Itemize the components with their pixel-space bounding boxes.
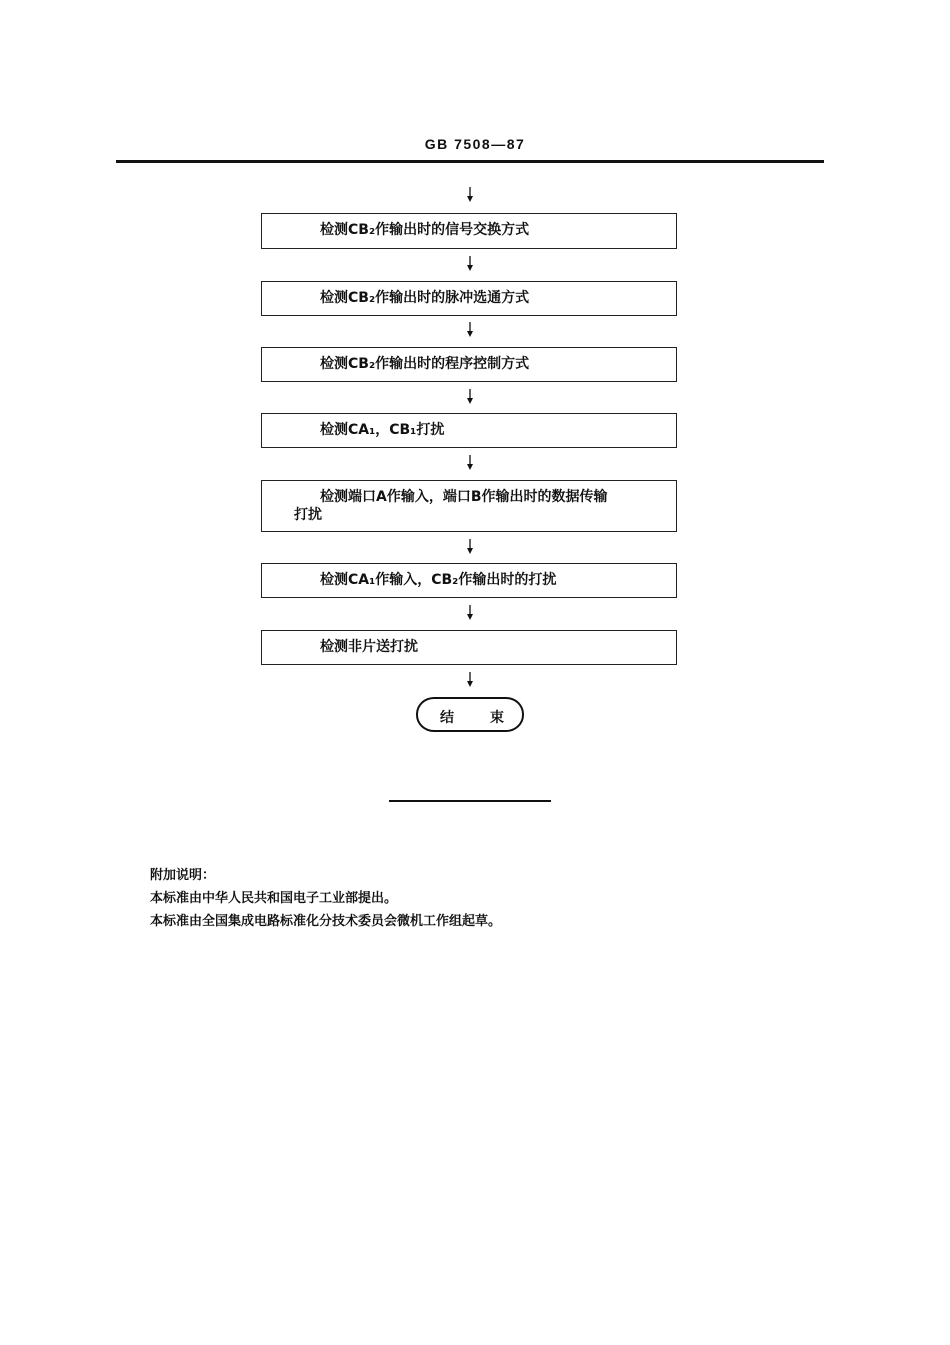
end-label-left: 结 <box>440 710 454 726</box>
section-divider <box>389 800 551 802</box>
flow-step-box <box>261 563 677 598</box>
flow-step-box <box>261 347 677 382</box>
notes-line: 本标准由中华人民共和国电子工业部提出。 <box>150 891 398 906</box>
flow-step-box <box>261 281 677 316</box>
flow-arrow-icon <box>464 605 476 621</box>
header-rule <box>116 160 824 163</box>
flow-arrow-icon <box>464 672 476 688</box>
notes-heading: 附加说明： <box>150 868 216 883</box>
end-label-right: 束 <box>490 710 504 726</box>
flow-step-box <box>261 213 677 249</box>
notes-line: 本标准由全国集成电路标准化分技术委员会微机工作组起草。 <box>150 914 502 929</box>
flow-arrow-icon <box>464 455 476 471</box>
page-header-title: GB 7508—87 <box>424 136 526 152</box>
flow-step-box <box>261 480 677 532</box>
flow-step-text: 检测CB₂作输出时的程序控制方式 <box>320 356 530 372</box>
flow-end-terminator <box>416 697 524 732</box>
flow-arrow-icon <box>464 539 476 555</box>
flow-step-text: 检测端口A作输入，端口B作输出时的数据传输 <box>320 489 608 505</box>
flow-arrow-icon <box>464 389 476 405</box>
flow-step-text: 检测CB₂作输出时的信号交换方式 <box>320 222 530 238</box>
flow-arrow-icon <box>464 187 476 203</box>
flow-step-text: 检测非片送打扰 <box>320 639 418 655</box>
flow-arrow-icon <box>464 256 476 272</box>
flow-arrow-icon <box>464 322 476 338</box>
flow-step-text: 检测CB₂作输出时的脉冲选通方式 <box>320 290 530 306</box>
flow-step-box <box>261 630 677 665</box>
flow-step-text: 打扰 <box>294 507 322 523</box>
flow-step-text: 检测CA₁，CB₁打扰 <box>320 422 445 438</box>
flow-step-text: 检测CA₁作输入，CB₂作输出时的打扰 <box>320 572 557 588</box>
flow-step-box <box>261 413 677 448</box>
